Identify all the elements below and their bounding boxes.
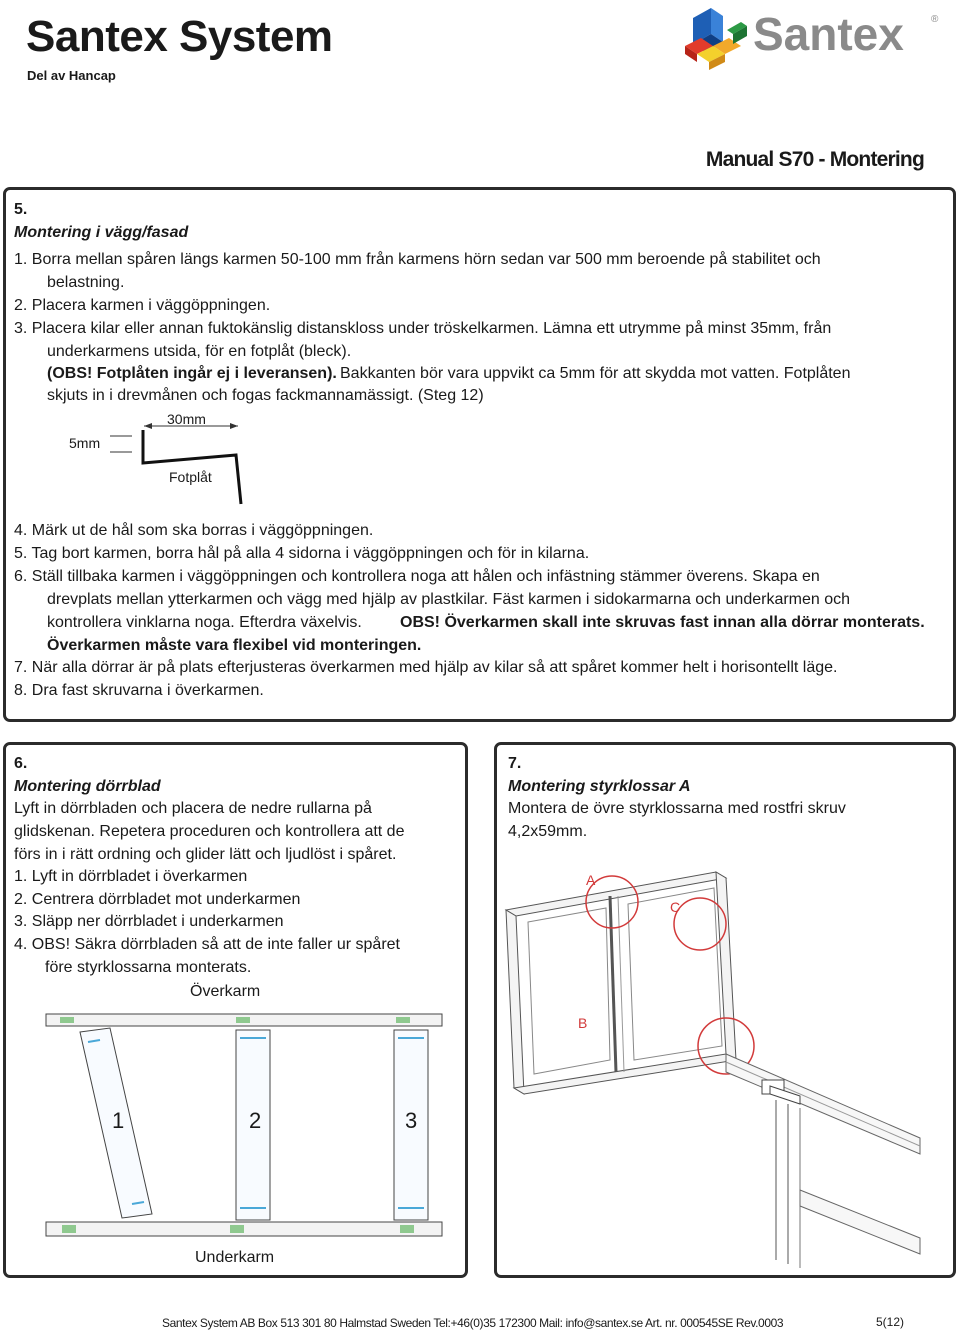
door-install-drawing bbox=[40, 1008, 450, 1243]
step-1-label: 1 bbox=[112, 1108, 125, 1133]
s7-line: 4,2x59mm. bbox=[508, 823, 588, 840]
s6-line: 3. Släpp ner dörrbladet i underkarmen bbox=[14, 913, 284, 930]
s5-warning: OBS! Överkarmen skall inte skruvas fast innan alla dörrar monterats. bbox=[400, 614, 925, 631]
s5-line: Bakkanten bör vara uppvikt ca 5mm för att skydda mot vatten. Fotplåten bbox=[340, 365, 851, 382]
s5-line: 4. Märk ut de hål som ska borras i väggöppningen. bbox=[14, 522, 374, 539]
detail-label-b: B bbox=[578, 1015, 588, 1031]
s5-warning: (OBS! Fotplåten ingår ej i leveransen). bbox=[47, 365, 337, 382]
s7-line: Montera de övre styrklossarna med rostfri skruv bbox=[508, 800, 846, 817]
frame-perspective-drawing bbox=[500, 850, 950, 1270]
section-5-number: 5. bbox=[14, 201, 28, 218]
s5-line: 8. Dra fast skruvarna i överkarmen. bbox=[14, 682, 264, 699]
page-number: 5(12) bbox=[876, 1315, 905, 1329]
s6-line: 2. Centrera dörrbladet mot underkarmen bbox=[14, 891, 301, 908]
s6-line: Lyft in dörrbladen och placera de nedre rullarna på bbox=[14, 800, 372, 817]
detail-label-c: C bbox=[670, 899, 681, 915]
section-7-heading: Montering styrklossar A bbox=[508, 778, 691, 795]
detail-label-a: A bbox=[586, 872, 596, 888]
s6-line: före styrklossarna monterats. bbox=[45, 959, 252, 976]
underkarm-label: Underkarm bbox=[195, 1249, 275, 1266]
overkarm-label: Överkarm bbox=[190, 983, 261, 1000]
s5-line: drevplats mellan ytterkarmen och vägg med hjälp av plastkilar. Fäst karmen i sidokarmarna och underkarmen och bbox=[47, 591, 851, 608]
section-5-heading: Montering i vägg/fasad bbox=[14, 224, 189, 241]
s6-line: 1. Lyft in dörrbladet i överkarmen bbox=[14, 868, 248, 885]
dimension-30mm: 30mm bbox=[167, 411, 206, 427]
s5-line: 2. Placera karmen i väggöppningen. bbox=[14, 297, 271, 314]
s6-line: förs in i rätt ordning och glider lätt och ljudlöst i spåret. bbox=[14, 846, 397, 863]
step-3-label: 3 bbox=[405, 1108, 418, 1133]
fotplat-diagram bbox=[60, 408, 260, 508]
fotplat-label: Fotplåt bbox=[169, 469, 212, 485]
s5-line: skjuts in i drevmånen och fogas fackmannamässigt. (Steg 12) bbox=[47, 387, 484, 404]
page-subtitle: Del av Hancap bbox=[27, 68, 116, 83]
footer-contact: Santex System AB Box 513 301 80 Halmstad Sweden Tel:+46(0)35 172300 Mail: info@santex.se Art. nr. 000545SE Rev.0003 bbox=[162, 1316, 784, 1330]
s6-line: glidskenan. Repetera proceduren och kontrollera att de bbox=[14, 823, 405, 840]
section-6-heading: Montering dörrblad bbox=[14, 778, 161, 795]
s5-line: belastning. bbox=[47, 274, 125, 291]
logo-wordmark: Santex bbox=[753, 8, 904, 60]
manual-title: Manual S70 - Montering bbox=[705, 148, 924, 171]
santex-logo bbox=[683, 0, 945, 70]
s5-line: underkarmens utsida, för en fotplåt (bleck). bbox=[47, 343, 352, 360]
section-7-number: 7. bbox=[508, 755, 522, 772]
s5-line: 1. Borra mellan spåren längs karmen 50-100 mm från karmens hörn sedan var 500 mm beroende på stabilitet och bbox=[14, 251, 821, 268]
s5-line: 3. Placera kilar eller annan fuktokänslig distanskloss under tröskelkarmen. Lämna ett utrymme på minst 35mm, från bbox=[14, 320, 832, 337]
s5-line: 6. Ställ tillbaka karmen i väggöppningen och kontrollera noga att hålen och infästning stämmer överens. Skapa en bbox=[14, 568, 820, 585]
s5-line: 5. Tag bort karmen, borra hål på alla 4 sidorna i väggöppningen och för in kilarna. bbox=[14, 545, 590, 562]
svg-text:®: ® bbox=[931, 14, 939, 25]
dimension-5mm: 5mm bbox=[69, 435, 101, 451]
s5-line: 7. När alla dörrar är på plats efterjusteras överkarmen med hjälp av kilar så att spåret kommer helt i horisontellt läge. bbox=[14, 659, 838, 676]
section-6-number: 6. bbox=[14, 755, 28, 772]
page-title: Santex System bbox=[26, 12, 333, 61]
s5-line: kontrollera vinklarna noga. Efterdra växelvis. bbox=[47, 614, 362, 631]
step-2-label: 2 bbox=[249, 1108, 262, 1133]
s5-warning: Överkarmen måste vara flexibel vid monteringen. bbox=[47, 637, 422, 654]
s6-line: 4. OBS! Säkra dörrbladen så att de inte faller ur spåret bbox=[14, 936, 400, 953]
